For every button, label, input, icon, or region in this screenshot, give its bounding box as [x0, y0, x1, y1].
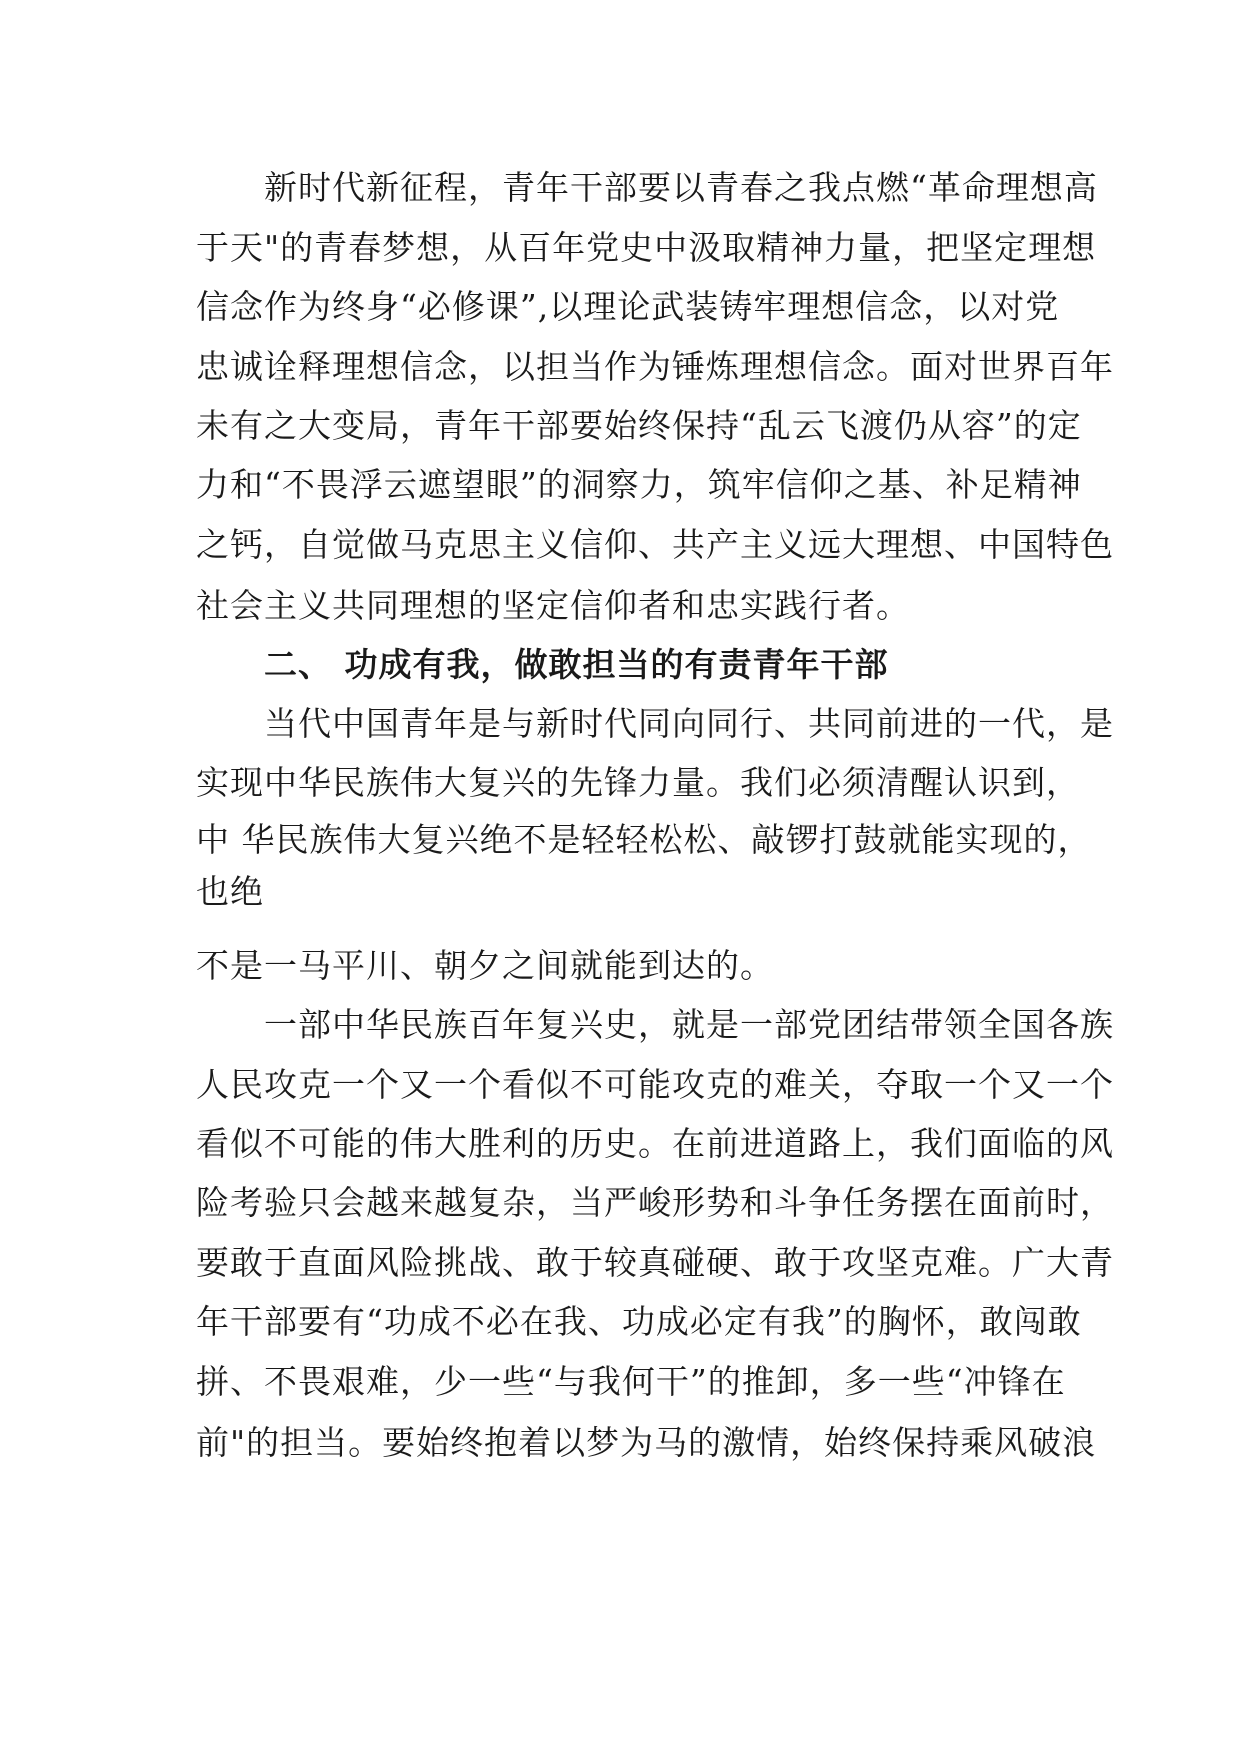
paragraph-line: 中 华民族伟大复兴绝不是轻轻松松、敲锣打鼓就能实现的，: [196, 820, 1092, 859]
paragraph-line: 前"的担当。要始终抱着以梦为马的激情，始终保持乘风破浪: [196, 1423, 1097, 1462]
paragraph-line: 社会主义共同理想的坚定信仰者和忠实践行者。: [196, 586, 910, 625]
paragraph-line: 人民攻克一个又一个看似不可能攻克的难关，夺取一个又一个: [196, 1065, 1114, 1104]
paragraph-line: 之钙，自觉做马克思主义信仰、共产主义远大理想、中国特色: [196, 525, 1114, 564]
paragraph-line: 实现中华民族伟大复兴的先锋力量。我们必须清醒认识到，: [196, 763, 1080, 802]
paragraph-line: 信念作为终身“必修课”,以理论武装铸牢理想信念，以对党: [196, 287, 1060, 326]
paragraph-line: 于天"的青春梦想，从百年党史中汲取精神力量，把坚定理想: [196, 228, 1097, 267]
paragraph-line: 力和“不畏浮云遮望眼”的洞察力，筑牢信仰之基、补足精神: [196, 465, 1082, 504]
paragraph-line: 未有之大变局，青年干部要始终保持“乱云飞渡仍从容”的定: [196, 406, 1082, 445]
paragraph-line: 不是一马平川、朝夕之间就能到达的。: [196, 946, 774, 985]
paragraph-line: 年干部要有“功成不必在我、功成必定有我”的胸怀，敢闯敢: [196, 1302, 1082, 1341]
paragraph-line: 新时代新征程，青年干部要以青春之我点燃“革命理想高: [196, 168, 1098, 207]
paragraph-line: 忠诚诠释理想信念，以担当作为锤炼理想信念。面对世界百年: [196, 347, 1114, 386]
paragraph-line: 当代中国青年是与新时代同向同行、共同前进的一代，是: [196, 704, 1114, 743]
paragraph-line: 看似不可能的伟大胜利的历史。在前进道路上，我们面临的风: [196, 1124, 1114, 1163]
paragraph-line: 险考验只会越来越复杂，当严峻形势和斗争任务摆在面前时，: [196, 1183, 1114, 1222]
paragraph-line: 要敢于直面风险挑战、敢于较真碰硬、敢于攻坚克难。广大青: [196, 1243, 1114, 1282]
paragraph-line: 也绝: [196, 872, 264, 911]
paragraph-line: 拼、不畏艰难，少一些“与我何干”的推卸，多一些“冲锋在: [196, 1362, 1066, 1401]
paragraph-line: 一部中华民族百年复兴史，就是一部党团结带领全国各族: [196, 1005, 1114, 1044]
section-heading: 二、 功成有我，做敢担当的有责青年干部: [196, 645, 889, 684]
